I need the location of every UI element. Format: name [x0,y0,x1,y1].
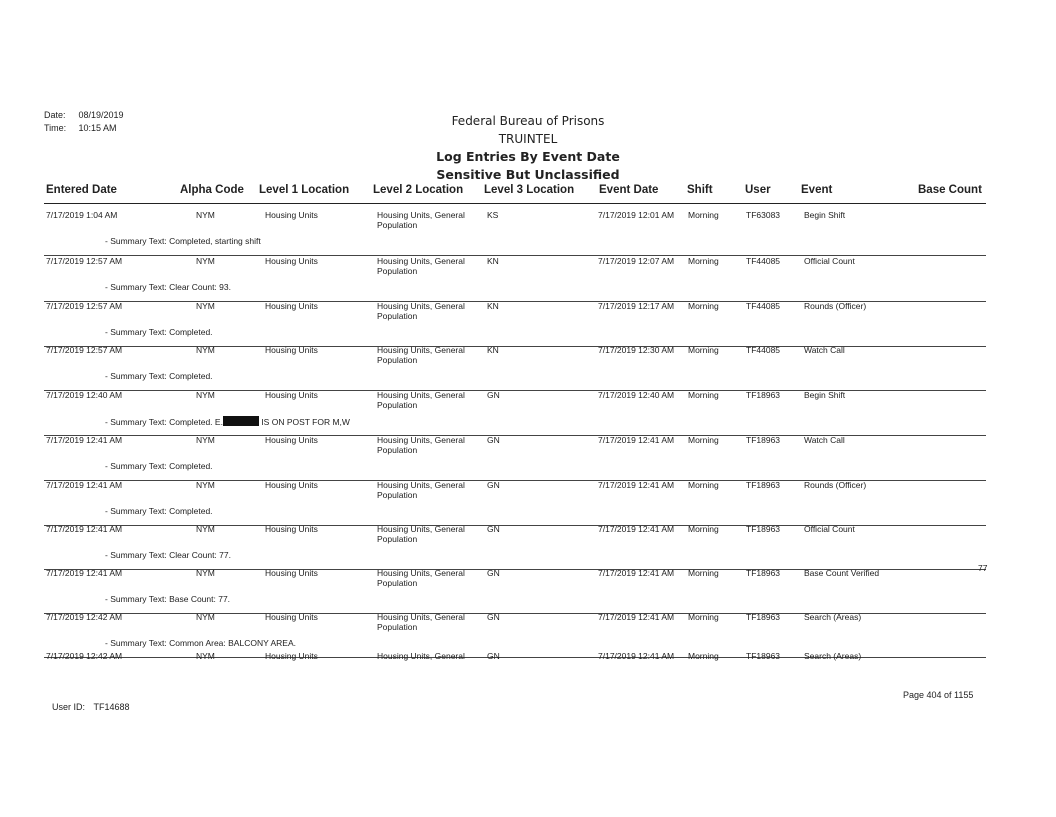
event: Begin Shift [804,390,846,400]
event-date: 7/17/2019 12:40 AM [598,390,675,400]
user: TF18963 [746,435,781,445]
shift: Morning [688,480,719,490]
user-id-label: User ID: [52,702,86,712]
alpha-code: NYM [196,651,215,661]
event-date: 7/17/2019 12:41 AM [598,568,675,578]
shift: Morning [688,210,719,220]
level3-location: GN [487,390,500,400]
shift: Morning [688,568,719,578]
entered-date: 7/17/2019 1:04 AM [46,210,118,220]
level1-location: Housing Units [265,301,318,311]
summary-text: - Summary Text: Completed. [105,371,213,381]
alpha-code: NYM [196,210,215,220]
level1-location: Housing Units [265,435,318,445]
alpha-code: NYM [196,524,215,534]
level2-location: Housing Units, General Population [377,210,465,230]
level2-location: Housing Units, General Population [377,390,465,410]
event: Official Count [804,524,855,534]
event-date: 7/17/2019 12:30 AM [598,345,675,355]
page-number: Page 404 of 1155 [903,690,974,700]
level1-location: Housing Units [265,256,318,266]
report-name: Log Entries By Event Date [436,149,620,164]
shift: Morning [688,435,719,445]
summary-text: - Summary Text: Clear Count: 93. [105,282,231,292]
log-entry [0,345,1056,391]
event: Watch Call [804,345,845,355]
date-label: Date: [44,110,66,120]
entered-date: 7/17/2019 12:57 AM [46,345,123,355]
user: TF63083 [746,210,781,220]
alpha-code: NYM [196,612,215,622]
col-event: Event [801,184,833,196]
log-entry [0,651,1056,697]
event-date: 7/17/2019 12:41 AM [598,524,675,534]
col-user: User [745,184,771,196]
footer-user-id [52,702,130,712]
user: TF18963 [746,651,781,661]
date-value: 08/19/2019 [78,110,124,120]
time-label: Time: [44,123,67,133]
level2-location: Housing Units, General Population [377,480,465,500]
user: TF18963 [746,568,781,578]
entered-date: 7/17/2019 12:42 AM [46,612,123,622]
user: TF18963 [746,524,781,534]
level2-location: Housing Units, General Population [377,435,465,455]
level3-location: GN [487,612,500,622]
level3-location: KN [487,256,499,266]
log-entry [0,301,1056,347]
event-date: 7/17/2019 12:41 AM [598,651,675,661]
log-entry [0,435,1056,481]
level3-location: KN [487,345,499,355]
level3-location: GN [487,480,500,490]
level1-location: Housing Units [265,480,318,490]
shift: Morning [688,301,719,311]
event: Rounds (Officer) [804,301,867,311]
level1-location: Housing Units [265,390,318,400]
log-entry [0,390,1056,436]
summary-text: - Summary Text: Clear Count: 77. [105,550,231,560]
col-level2-location: Level 2 Location [373,184,464,196]
agency-name: Federal Bureau of Prisons [451,114,605,128]
base-count: 77 [978,563,988,573]
col-base-count: Base Count [918,184,982,196]
event-date: 7/17/2019 12:41 AM [598,435,675,445]
col-level3-location: Level 3 Location [484,184,575,196]
col-alpha-code: Alpha Code [180,184,244,196]
level3-location: GN [487,435,500,445]
summary-text: - Summary Text: Completed. E. [105,417,223,427]
event: Rounds (Officer) [804,480,867,490]
alpha-code: NYM [196,435,215,445]
col-level1-location: Level 1 Location [259,184,350,196]
event-date: 7/17/2019 12:17 AM [598,301,675,311]
alpha-code: NYM [196,256,215,266]
report-title [0,112,1056,184]
summary-text: - Summary Text: Common Area: BALCONY AREA. [105,638,297,648]
level1-location: Housing Units [265,651,318,661]
log-entry [0,524,1056,570]
summary-text: - Summary Text: Completed. [105,461,213,471]
event: Search (Areas) [804,651,862,661]
classification: Sensitive But Unclassified [436,167,620,182]
event: Base Count Verified [804,568,880,578]
summary-text: - Summary Text: Completed. [105,506,213,516]
user: TF44085 [746,256,781,266]
time-value: 10:15 AM [78,123,117,133]
event-date: 7/17/2019 12:01 AM [598,210,675,220]
level1-location: Housing Units [265,612,318,622]
entered-date: 7/17/2019 12:41 AM [46,435,123,445]
summary-text-tail: IS ON POST FOR M,W [261,417,350,427]
user: TF18963 [746,480,781,490]
entered-date: 7/17/2019 12:41 AM [46,568,123,578]
event: Begin Shift [804,210,846,220]
redaction-block [223,416,259,426]
alpha-code: NYM [196,480,215,490]
summary-text: - Summary Text: Base Count: 77. [105,594,231,604]
log-entry [0,563,1056,614]
alpha-code: NYM [196,301,215,311]
level2-location: Housing Units, General Population [377,345,465,365]
user: TF44085 [746,301,781,311]
level2-location: Housing Units, General Population [377,568,465,588]
summary-text-redacted [105,416,350,427]
shift: Morning [688,612,719,622]
col-entered-date: Entered Date [46,184,117,196]
level3-location: GN [487,524,500,534]
header-divider [44,203,986,204]
event: Official Count [804,256,855,266]
level2-location: Housing Units, General Population [377,256,465,276]
user: TF18963 [746,390,781,400]
alpha-code: NYM [196,345,215,355]
event: Search (Areas) [804,612,862,622]
log-entry [0,210,1056,256]
summary-text: - Summary Text: Completed, starting shift [105,236,261,246]
alpha-code: NYM [196,390,215,400]
user-id-value: TF14688 [93,702,130,712]
col-shift: Shift [687,184,713,196]
level2-location: Housing Units, General Population [377,612,465,632]
user: TF18963 [746,612,781,622]
level1-location: Housing Units [265,524,318,534]
log-entry [0,256,1056,302]
level1-location: Housing Units [265,568,318,578]
shift: Morning [688,345,719,355]
shift: Morning [688,256,719,266]
entered-date: 7/17/2019 12:57 AM [46,301,123,311]
level1-location: Housing Units [265,210,318,220]
level3-location: KS [487,210,499,220]
alpha-code: NYM [196,568,215,578]
level2-location: Housing Units, General Population [377,524,465,544]
entered-date: 7/17/2019 12:57 AM [46,256,123,266]
level1-location: Housing Units [265,345,318,355]
col-event-date: Event Date [599,184,659,196]
shift: Morning [688,524,719,534]
entered-date: 7/17/2019 12:42 AM [46,651,123,661]
entered-date: 7/17/2019 12:41 AM [46,524,123,534]
level2-location: Housing Units, General [377,651,465,661]
summary-text: - Summary Text: Completed. [105,327,213,337]
event-date: 7/17/2019 12:41 AM [598,612,675,622]
entered-date: 7/17/2019 12:40 AM [46,390,123,400]
event-date: 7/17/2019 12:41 AM [598,480,675,490]
event: Watch Call [804,435,845,445]
user: TF44085 [746,345,781,355]
shift: Morning [688,390,719,400]
level3-location: GN [487,568,500,578]
shift: Morning [688,651,719,661]
system-name: TRUINTEL [498,132,558,146]
level2-location: Housing Units, General Population [377,301,465,321]
log-entry [0,480,1056,526]
level3-location: GN [487,651,500,661]
entered-date: 7/17/2019 12:41 AM [46,480,123,490]
event-date: 7/17/2019 12:07 AM [598,256,675,266]
level3-location: KN [487,301,499,311]
